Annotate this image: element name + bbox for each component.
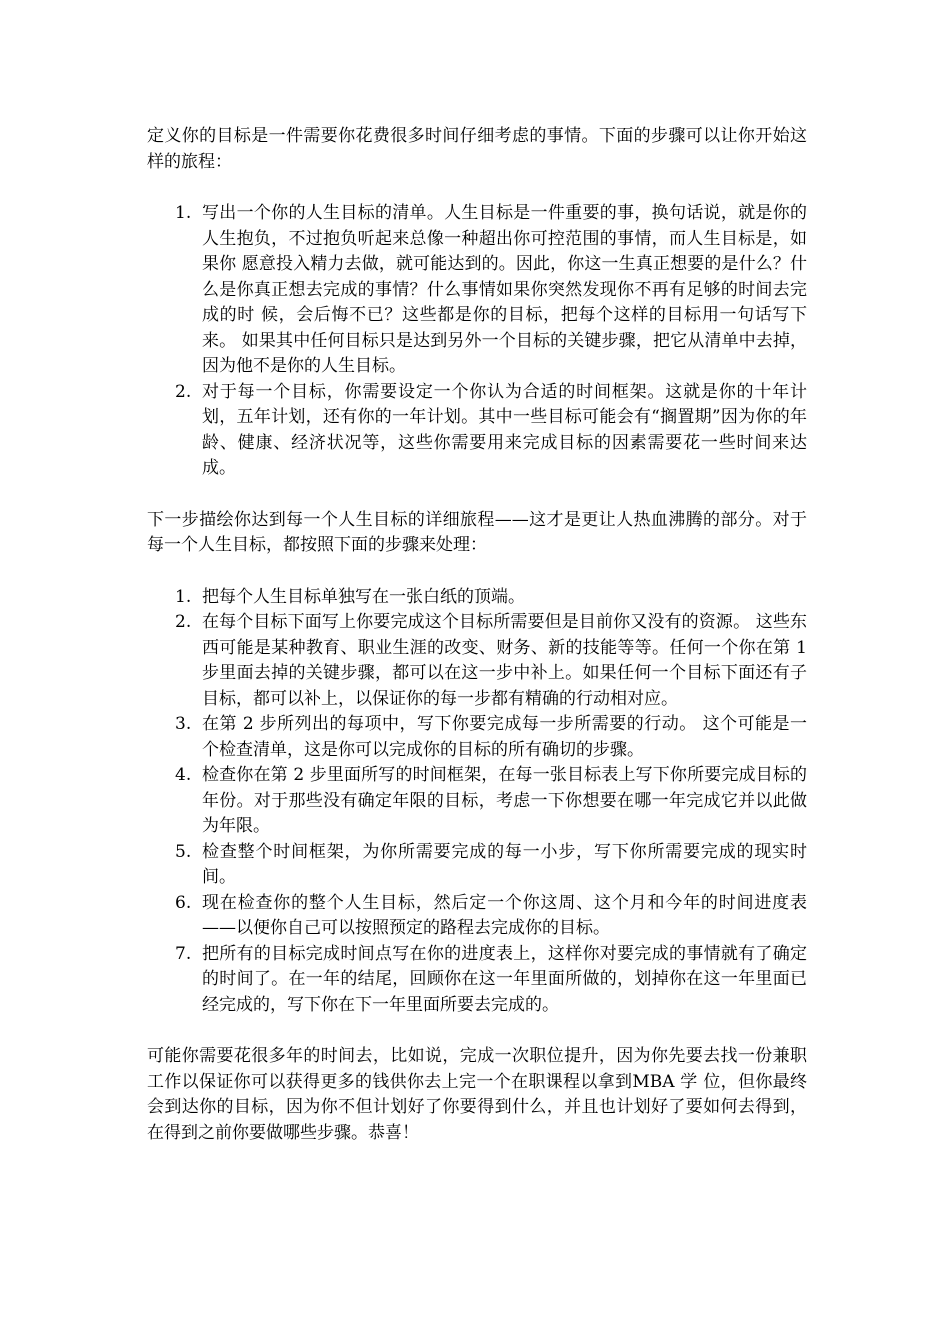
middle-paragraph: 下一步描绘你达到每一个人生目标的详细旅程——这才是更让人热血沸腾的部分。对于每一个人生目标，都按照下面的步骤来处理： xyxy=(147,509,807,555)
list-item xyxy=(175,840,807,891)
list-item-text: 写出一个你的人生目标的清单。人生目标是一件重要的事，换句话说，就是你的人生抱负，不过抱负听起来总像一种超出你可控范围的事情，而人生目标是，如果你 愿意投入精力去做，就可能达到的。因此，你这一生真正想要的是什么？什么是你真正想去完成的事情？什么事情如果你突然发现你不再有足够的时间去完成的时 候，会后悔不已？这些都是你的目标，把每个这样的目标用一句话写下来。 如果其中任何目标只是达到另外一个目标的关键步骤，把它从清单中去掉，因为他不是你的人生目标。 xyxy=(202,203,807,376)
list-item-text: 把所有的目标完成时间点写在你的进度表上，这样你对要完成的事情就有了确定的时间了。在一年的结尾，回顾你在这一年里面所做的，划掉你在这一年里面已经完成的，写下你在下一年里面所要去完成的。 xyxy=(202,943,807,1015)
list-item-text: 在第 2 步所列出的每项中，写下你要完成每一步所需要的行动。 这个可能是一个检查清单，这是你可以完成你的目标的所有确切的步骤。 xyxy=(202,714,807,760)
list-item-text: 检查你在第 2 步里面所写的时间框架，在每一张目标表上写下你所要完成目标的年份。对于那些没有确定年限的目标，考虑一下你想要在哪一年完成它并以此做为年限。 xyxy=(202,765,807,836)
list-item-text: 现在检查你的整个人生目标，然后定一个你这周、这个月和今年的时间进度表——以便你自己可以按照预定的路程去完成你的目标。 xyxy=(202,892,807,938)
list-number: 3. xyxy=(175,714,192,734)
life-goals-list xyxy=(147,201,807,482)
list-number: 5. xyxy=(175,841,192,862)
list-item-text: 对于每一个目标，你需要设定一个你认为合适的时间框架。这就是你的十年计划，五年计划，还有你的一年计划。其中一些目标可能会有“搁置期”因为你的年龄、健康、经济状况等，这些你需要用来完成目标的因素需要花一些时间来达成。 xyxy=(202,381,807,478)
list-number: 1. xyxy=(175,203,192,223)
list-item xyxy=(175,942,807,1019)
list-item-text: 在每个目标下面写上你要完成这个目标所需要但是目前你又没有的资源。 这些东西可能是某种教育、职业生涯的改变、财务、新的技能等等。任何一个你在第 1 步里面去掉的关键步骤，都可以在这一步中补上。如果任何一个目标下面还有子目标，都可以补上，以保证你的每一步都有精确的行动相对应。 xyxy=(202,612,807,709)
list-item-text: 检查整个时间框架，为你所需要完成的每一小步，写下你所需要完成的现实时间。 xyxy=(202,841,807,887)
list-number: 2. xyxy=(175,612,192,632)
list-number: 2. xyxy=(175,381,192,402)
closing-paragraph: 可能你需要花很多年的时间去，比如说，完成一次职位提升，因为你先要去找一份兼职工作以保证你可以获得更多的钱供你去上完一个在职课程以拿到MBA 学 位，但你最终会到达你的目标，因为你不但计划好了你要得到什么，并且也计划好了要如何去得到，在得到之前你要做哪些步骤。恭喜！ xyxy=(147,1046,807,1143)
list-number: 4. xyxy=(175,765,192,785)
list-item xyxy=(175,610,807,712)
list-number: 6. xyxy=(175,892,192,913)
list-item-text: 把每个人生目标单独写在一张白纸的顶端。 xyxy=(202,586,525,607)
list-item xyxy=(175,712,807,763)
list-item xyxy=(175,585,807,611)
list-item xyxy=(175,201,807,380)
document-page xyxy=(147,124,807,1146)
list-number: 1. xyxy=(175,586,192,607)
journey-steps-list xyxy=(147,585,807,1019)
intro-paragraph: 定义你的目标是一件需要你花费很多时间仔细考虑的事情。下面的步骤可以让你开始这样的旅程： xyxy=(147,126,807,172)
list-item xyxy=(175,763,807,840)
list-item xyxy=(175,891,807,942)
list-item xyxy=(175,380,807,482)
list-number: 7. xyxy=(175,943,192,964)
